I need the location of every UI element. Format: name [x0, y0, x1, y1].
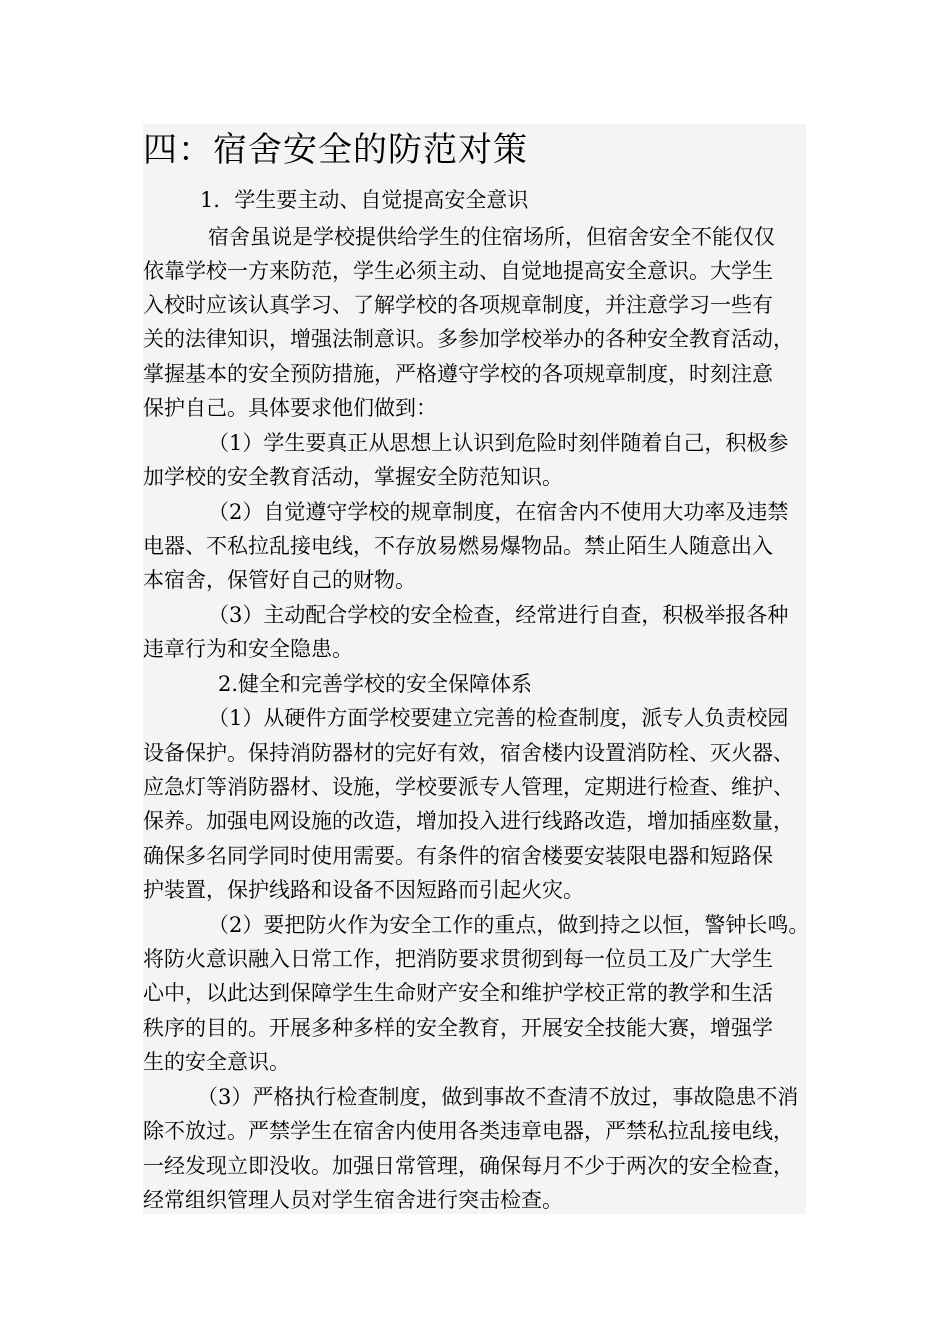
paragraph-line: 保护自己。具体要求他们做到： [143, 396, 437, 420]
list-item-line: 本宿舍，保管好自己的财物。 [143, 568, 416, 592]
list-item-line: 保养。加强电网设施的改造，增加投入进行线路改造，增加插座数量， [143, 809, 794, 833]
list-item-line: 一经发现立即没收。加强日常管理，确保每月不少于两次的安全检查， [143, 1154, 794, 1178]
paragraph-line: 依靠学校一方来防范，学生必须主动、自觉地提高安全意识。大学生 [143, 259, 773, 283]
list-item-line: 违章行为和安全隐患。 [143, 637, 353, 661]
list-item-line: 除不放过。严禁学生在宿舍内使用各类违章电器，严禁私拉乱接电线， [143, 1119, 794, 1143]
list-item-line: 确保多名同学同时使用需要。有条件的宿舍楼要安装限电器和短路保 [143, 844, 773, 868]
list-item-line: 生的安全意识。 [143, 1050, 290, 1074]
list-item-line: 应急灯等消防器材、设施，学校要派专人管理，定期进行检查、维护、 [143, 775, 794, 799]
list-item-line: （3）主动配合学校的安全检查，经常进行自查，积极举报各种 [208, 603, 789, 627]
list-item-line: 秩序的目的。开展多种多样的安全教育，开展安全技能大赛，增强学 [143, 1016, 773, 1040]
list-item-line: （2）自觉遵守学校的规章制度，在宿舍内不使用大功率及违禁 [208, 500, 789, 524]
heading-item-2: 2.健全和完善学校的安全保障体系 [218, 672, 533, 696]
list-item-line: 电器、不私拉乱接电线，不存放易燃易爆物品。禁止陌生人随意出入 [143, 534, 773, 558]
list-item-line: 设备保护。保持消防器材的完好有效，宿舍楼内设置消防栓、灭火器、 [143, 741, 794, 765]
list-item-line: （1）学生要真正从思想上认识到危险时刻伴随着自己，积极参 [208, 431, 789, 455]
heading-item-1: 1．学生要主动、自觉提高安全意识 [200, 188, 529, 212]
list-item-line: 护装置，保护线路和设备不因短路而引起火灾。 [143, 878, 584, 902]
section-title: 四：宿舍安全的防范对策 [143, 130, 528, 170]
paragraph-line: 宿舍虽说是学校提供给学生的住宿场所，但宿舍安全不能仅仅 [208, 225, 775, 249]
list-item-line: （2）要把防火作为安全工作的重点，做到持之以恒，警钟长鸣。 [208, 913, 810, 937]
paragraph-line: 掌握基本的安全预防措施，严格遵守学校的各项规章制度，时刻注意 [143, 362, 773, 386]
list-item-line: 经常组织管理人员对学生宿舍进行突击检查。 [143, 1188, 563, 1212]
list-item-line: 心中，以此达到保障学生生命财产安全和维护学校正常的教学和生活 [143, 981, 773, 1005]
list-item-line: 将防火意识融入日常工作，把消防要求贯彻到每一位员工及广大学生 [143, 947, 773, 971]
paragraph-line: 入校时应该认真学习、了解学校的各项规章制度，并注意学习一些有 [143, 293, 773, 317]
paragraph-line: 关的法律知识，增强法制意识。多参加学校举办的各种安全教育活动， [143, 327, 794, 351]
list-item-line: （3）严格执行检查制度，做到事故不查清不放过，事故隐患不消 [197, 1085, 799, 1109]
list-item-line: 加学校的安全教育活动，掌握安全防范知识。 [143, 465, 563, 489]
list-item-line: （1）从硬件方面学校要建立完善的检查制度，派专人负责校园 [208, 706, 789, 730]
